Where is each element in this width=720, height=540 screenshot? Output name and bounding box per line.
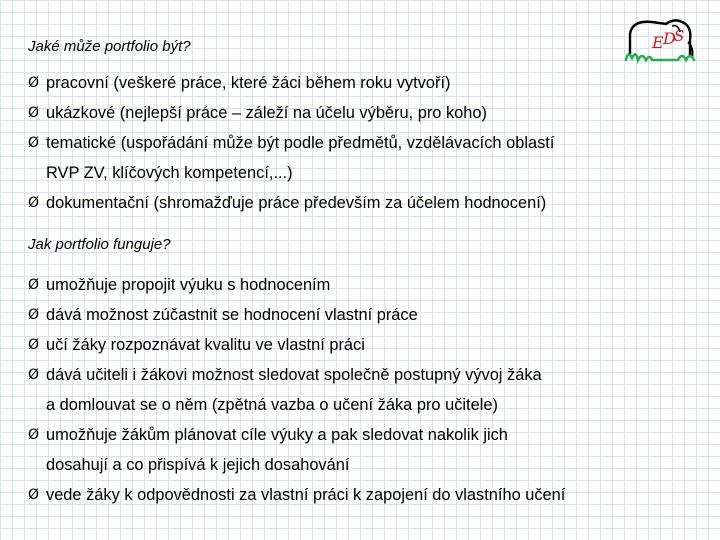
arrow-bullet-icon: Ø [28,105,40,121]
list-item-text: dosahují a co přispívá k jejich dosahování [46,456,350,474]
list-item-text: a domlouvat se o něm (zpětná vazba o učení žáka pro učitele) [46,396,498,414]
list-item [28,420,708,480]
list-item-text: dává možnost zúčastnit se hodnocení vlastní práce [46,306,418,324]
list-item [28,188,708,218]
arrow-bullet-icon: Ø [28,367,40,383]
list-item-text: dává učiteli i žákovi možnost sledovat společně postupný vývoj žáka [46,366,542,384]
arrow-bullet-icon: Ø [28,307,40,323]
list-item-text: učí žáky rozpoznávat kvalitu ve vlastní práci [46,336,365,354]
elephant-logo-icon [622,14,698,66]
portfolio-function-list [28,270,708,510]
arrow-bullet-icon: Ø [28,337,40,353]
arrow-bullet-icon: Ø [28,195,40,211]
list-item [28,270,708,300]
arrow-bullet-icon: Ø [28,487,40,503]
arrow-bullet-icon: Ø [28,75,40,91]
arrow-bullet-icon: Ø [28,135,40,151]
arrow-bullet-icon: Ø [28,277,40,293]
list-item-text: vede žáky k odpovědnosti za vlastní práci k zapojení do vlastního učení [46,486,566,504]
section-heading-portfolio-types: Jaké může portfolio být? [28,38,191,55]
svg-text:S: S [674,27,685,45]
list-item-text: RVP ZV, klíčových kompetencí,...) [46,164,293,182]
list-item [28,68,708,98]
list-item [28,330,708,360]
arrow-bullet-icon: Ø [28,427,40,443]
list-item [28,360,708,420]
list-item-text: umožňuje žákům plánovat cíle výuky a pak sledovat nakolik jich [46,426,508,444]
list-item [28,128,708,188]
list-item [28,300,708,330]
list-item-text: ukázkové (nejlepší práce – záleží na účelu výběru, pro koho) [46,104,487,122]
section-heading-how-portfolio-works: Jak portfolio funguje? [28,236,171,253]
list-item-text: pracovní (veškeré práce, které žáci během roku vytvoří) [46,74,451,92]
portfolio-types-list [28,68,708,218]
list-item [28,98,708,128]
svg-text:E: E [652,33,664,52]
list-item-text: tematické (uspořádání může být podle předmětů, vzdělávacích oblastí [46,134,555,152]
list-item-text: dokumentační (shromažďuje práce především za účelem hodnocení) [46,194,547,212]
list-item-text: umožňuje propojit výuku s hodnocením [46,276,331,294]
list-item [28,480,708,510]
svg-text:D: D [663,29,676,48]
